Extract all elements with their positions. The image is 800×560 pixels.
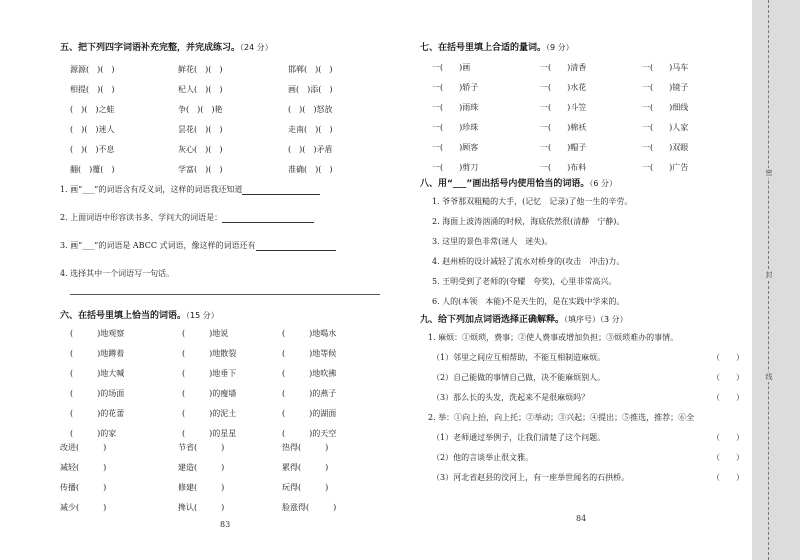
fill-6-2[interactable]: ( )的星星	[182, 429, 237, 438]
word-1-2[interactable]: 节省( )	[178, 443, 225, 452]
sec9-sentence-1-2: （2）自己能做的事情自己做，决不能麻烦别人。 （ ）	[432, 373, 744, 382]
word-2-2[interactable]: 建造( )	[178, 463, 225, 472]
idiom-6-1[interactable]: 翻( )覆( )	[70, 165, 115, 174]
sec9-sentence-2-1: （1）老师通过举例子，让我们清楚了这个问题。 （ ）	[432, 433, 744, 442]
left-page	[44, 0, 388, 560]
measure-2-1[interactable]: 一( )轿子	[432, 83, 479, 92]
fill-4-1[interactable]: ( )的场面	[70, 389, 125, 398]
idiom-6-2[interactable]: 学富( )( )	[178, 165, 223, 174]
fill-2-3[interactable]: ( )地等候	[282, 349, 337, 358]
answer-line[interactable]	[222, 213, 314, 223]
measure-5-3[interactable]: 一( )双眼	[642, 143, 689, 152]
idiom-6-3[interactable]: 准确( )( )	[288, 165, 333, 174]
word-4-1[interactable]: 减少( )	[60, 503, 107, 512]
sec9-word-1-definitions: 1. 麻烦：①烦琐，费事；②使人费事或增加负担；③烦琐难办的事情。	[428, 333, 679, 342]
measure-5-1[interactable]: 一( )顾客	[432, 143, 479, 152]
fill-2-2[interactable]: ( )地散裂	[182, 349, 237, 358]
sec5-question-4: 4. 选择其中一个词语写一句话。	[60, 269, 175, 278]
measure-1-3[interactable]: 一( )马车	[642, 63, 689, 72]
sec8-item-5[interactable]: 5. 王明受到了老师的(夸耀 夸奖)，心里非常高兴。	[432, 277, 617, 286]
idiom-3-1[interactable]: ( )( )之蛙	[70, 105, 115, 114]
fill-1-1[interactable]: ( )地观察	[70, 329, 125, 338]
fill-6-3[interactable]: ( )的天空	[282, 429, 337, 438]
measure-6-1[interactable]: 一( )剪刀	[432, 163, 479, 172]
sec5-question-1: 1. 画“___”的词语含有反义词，这样的词语我还知道	[60, 184, 320, 195]
fill-3-2[interactable]: ( )地垂下	[182, 369, 237, 378]
fill-1-2[interactable]: ( )地说	[182, 329, 229, 338]
sec8-item-2[interactable]: 2. 海面上波涛汹涌的时候，海底依然很(清静 宁静)。	[432, 217, 625, 226]
idiom-1-2[interactable]: 鲜花( )( )	[178, 65, 223, 74]
sec9-word-2-definitions: 2. 举：①向上抬，向上托；②举动；③兴起；④提出；⑤推选，推荐；⑥全	[428, 413, 695, 422]
measure-2-3[interactable]: 一( )镜子	[642, 83, 689, 92]
measure-1-2[interactable]: 一( )清香	[540, 63, 587, 72]
idiom-5-2[interactable]: 灰心( )( )	[178, 145, 223, 154]
fill-1-3[interactable]: ( )地喝水	[282, 329, 337, 338]
answer-line[interactable]	[242, 185, 320, 195]
answer-box[interactable]: （ ）	[712, 393, 744, 402]
idiom-2-3[interactable]: 画( )添( )	[288, 85, 333, 94]
word-2-3[interactable]: 累得( )	[282, 463, 329, 472]
sec9-sentence-1-1: （1）邻里之间应互相帮助，不能互相制造麻烦。 （ ）	[432, 353, 744, 362]
word-1-3[interactable]: 热得( )	[282, 443, 329, 452]
binding-mark-line: 线	[762, 372, 776, 382]
binding-cut-line	[768, 0, 769, 560]
measure-4-1[interactable]: 一( )珍珠	[432, 123, 479, 132]
fill-5-2[interactable]: ( )的泥土	[182, 409, 237, 418]
fill-4-2[interactable]: ( )的瘦墙	[182, 389, 237, 398]
section-8-title: 八、用“___”画出括号内使用恰当的词语。（6 分）	[420, 179, 617, 189]
measure-5-2[interactable]: 一( )帽子	[540, 143, 587, 152]
binding-margin	[752, 0, 800, 560]
word-4-3[interactable]: 脸涨得( )	[282, 503, 337, 512]
right-page	[416, 0, 752, 560]
fill-3-1[interactable]: ( )地大喊	[70, 369, 125, 378]
measure-4-3[interactable]: 一( )人家	[642, 123, 689, 132]
word-3-3[interactable]: 玩得( )	[282, 483, 329, 492]
idiom-4-3[interactable]: 走南( )( )	[288, 125, 333, 134]
section-9-title: 九、给下列加点词语选择正确解释。（填序号）（3 分）	[420, 315, 628, 325]
idiom-5-1[interactable]: ( )( )不息	[70, 145, 115, 154]
fill-5-1[interactable]: ( )的花蕾	[70, 409, 125, 418]
idiom-3-2[interactable]: 争( )( )艳	[178, 105, 223, 114]
answer-box[interactable]: （ ）	[712, 453, 744, 462]
writing-line[interactable]	[70, 294, 380, 295]
idiom-3-3[interactable]: ( )( )怒放	[288, 105, 333, 114]
fill-2-1[interactable]: ( )地蹲着	[70, 349, 125, 358]
idiom-2-2[interactable]: 杞人( )( )	[178, 85, 223, 94]
section-5-title: 五、把下列四字词语补充完整，并完成练习。（24 分）	[60, 43, 273, 53]
idiom-2-1[interactable]: 相提( )( )	[70, 85, 115, 94]
word-3-2[interactable]: 修建( )	[178, 483, 225, 492]
word-4-2[interactable]: 搀认( )	[178, 503, 225, 512]
word-2-1[interactable]: 减轻( )	[60, 463, 107, 472]
page-number-right: 84	[576, 514, 587, 523]
fill-6-1[interactable]: ( )的家	[70, 429, 117, 438]
measure-6-3[interactable]: 一( )广告	[642, 163, 689, 172]
measure-4-2[interactable]: 一( )棉袄	[540, 123, 587, 132]
sec5-question-2: 2. 上面词语中形容读书多、学问大的词语是：	[60, 212, 314, 223]
word-1-1[interactable]: 改进( )	[60, 443, 107, 452]
idiom-1-3[interactable]: 邯郸( )( )	[288, 65, 333, 74]
binding-mark-seal: 密	[762, 168, 776, 178]
page-number-left: 83	[220, 520, 231, 529]
measure-2-2[interactable]: 一( )水花	[540, 83, 587, 92]
fill-5-3[interactable]: ( )的湖面	[282, 409, 337, 418]
idiom-4-1[interactable]: ( )( )迷人	[70, 125, 115, 134]
answer-box[interactable]: （ ）	[712, 353, 744, 362]
sec8-item-4[interactable]: 4. 赵州桥的设计减轻了流水对桥身的(攻击 冲击)力。	[432, 257, 625, 266]
sec5-question-3: 3. 画“___”的词语是 ABCC 式词语，像这样的词语还有	[60, 240, 336, 251]
idiom-1-1[interactable]: 源源( )( )	[70, 65, 115, 74]
answer-box[interactable]: （ ）	[712, 373, 744, 382]
idiom-5-3[interactable]: ( )( )矛盾	[288, 145, 333, 154]
measure-3-3[interactable]: 一( )细线	[642, 103, 689, 112]
fill-3-3[interactable]: ( )地吹拂	[282, 369, 337, 378]
section-6-title: 六、在括号里填上恰当的词语。（15 分）	[60, 311, 219, 321]
measure-3-2[interactable]: 一( )斗笠	[540, 103, 587, 112]
sec8-item-1[interactable]: 1. 爷爷那双粗糙的大手，(记忆 记录)了他一生的辛劳。	[432, 197, 633, 206]
word-3-1[interactable]: 传播( )	[60, 483, 107, 492]
sec9-sentence-2-2: （2）他的言谈举止很文雅。 （ ）	[432, 453, 744, 462]
fill-4-3[interactable]: ( )的燕子	[282, 389, 337, 398]
measure-3-1[interactable]: 一( )雨珠	[432, 103, 479, 112]
sec9-sentence-1-3: （3）那么长的头发，洗起来不是很麻烦吗？ （ ）	[432, 393, 744, 402]
measure-6-2[interactable]: 一( )布料	[540, 163, 587, 172]
answer-box[interactable]: （ ）	[712, 473, 744, 482]
answer-box[interactable]: （ ）	[712, 433, 744, 442]
sec8-item-3[interactable]: 3. 这里的景色非常(迷人 迷失)。	[432, 237, 553, 246]
sec9-sentence-2-3: （3）河北省赵县的洨河上，有一座举世闻名的石拱桥。 （ ）	[432, 473, 744, 482]
binding-mark-seal: 封	[762, 270, 776, 280]
measure-1-1[interactable]: 一( )画	[432, 63, 471, 72]
idiom-4-2[interactable]: 昙花( )( )	[178, 125, 223, 134]
answer-line[interactable]	[256, 241, 336, 251]
section-7-title: 七、在括号里填上合适的量词。（9 分）	[420, 43, 574, 53]
sec8-item-6[interactable]: 6. 人的(本领 本能)不是天生的，是在实践中学来的。	[432, 297, 625, 306]
